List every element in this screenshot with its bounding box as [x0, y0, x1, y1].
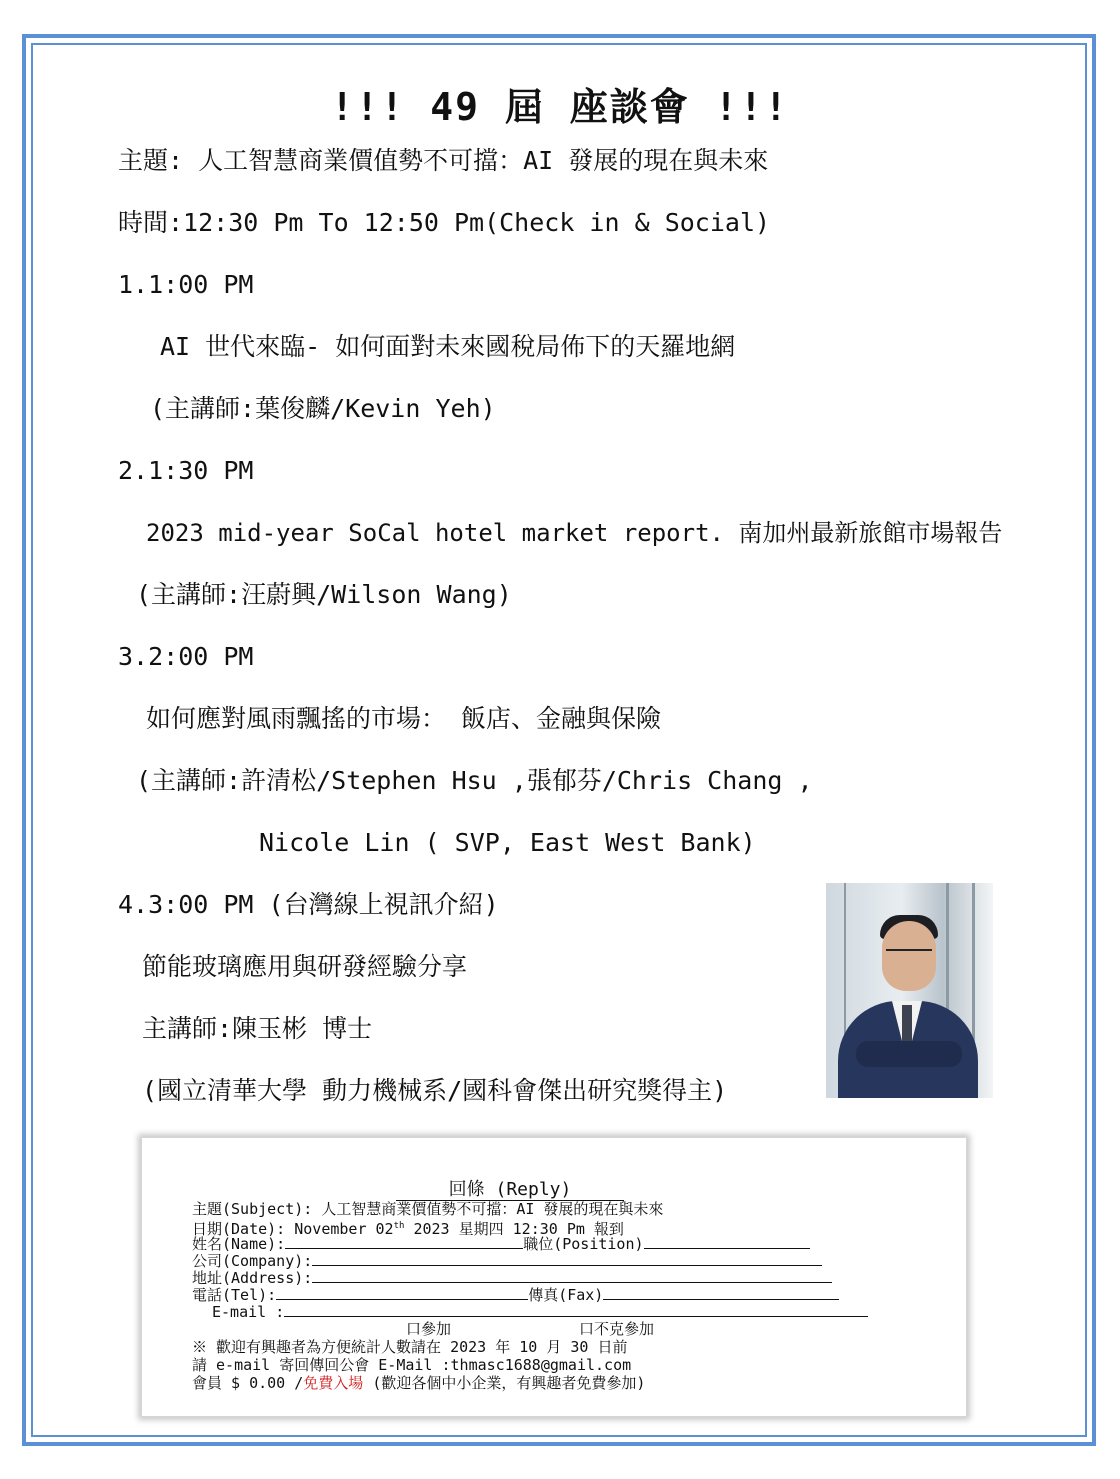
email-field[interactable] — [284, 1302, 868, 1317]
position-field[interactable] — [644, 1234, 810, 1249]
reply-subject: 主題(Subject): 人工智慧商業價值勢不可擋：AI 發展的現在與未來 — [192, 1200, 664, 1218]
fax-field[interactable] — [603, 1285, 839, 1300]
session3-time: 3.2:00 PM — [118, 642, 254, 671]
email-row: E-mail : — [212, 1302, 868, 1321]
tel-field[interactable] — [276, 1285, 528, 1300]
company-field[interactable] — [312, 1251, 822, 1266]
session3-speaker: (主講師:許清松/Stephen Hsu ,張郁芬/Chris Chang , — [136, 766, 813, 795]
address-field[interactable] — [312, 1268, 832, 1283]
address-row: 地址(Address): — [192, 1268, 832, 1287]
decline-option[interactable]: 口不克參加 — [579, 1320, 655, 1338]
reply-title: 回條 (Reply) — [396, 1180, 624, 1201]
reply-form — [141, 1137, 967, 1417]
session1-time: 1.1:00 PM — [118, 270, 254, 299]
session4-speaker: 主講師:陳玉彬 博士 — [142, 1014, 373, 1043]
session4-time: 4.3:00 PM (台灣線上視訊介紹) — [118, 890, 499, 919]
free-entry-text: 免費入場 — [303, 1374, 364, 1392]
session1-speaker: (主講師:葉俊麟/Kevin Yeh) — [150, 394, 496, 423]
session4-topic: 節能玻璃應用與研發經驗分享 — [142, 952, 468, 981]
reply-date: 日期(Date): November 02th 2023 星期四 12:30 Pm 報到 — [192, 1220, 624, 1238]
session1-topic: AI 世代來臨- 如何面對未來國稅局佈下的天羅地網 — [160, 332, 736, 361]
reply-send-to: 請 e-mail 寄回傳回公會 E-Mail :thmasc1688@gmail.com — [192, 1356, 632, 1374]
subject-line: 主題: 人工智慧商業價值勢不可擋：AI 發展的現在與未來 — [118, 146, 769, 175]
company-row: 公司(Company): — [192, 1251, 822, 1270]
flyer-title: !!! 49 屆 座談會 !!! — [330, 85, 790, 129]
tel-row: 電話(Tel): 傳真(Fax) — [192, 1285, 839, 1304]
session4-affiliation: (國立清華大學 動力機械系/國科會傑出研究獎得主) — [142, 1076, 728, 1105]
speaker-photo — [826, 883, 993, 1098]
attend-option[interactable]: 口參加 — [406, 1320, 452, 1338]
session3-speaker-cont: Nicole Lin ( SVP, East West Bank) — [259, 828, 756, 857]
session2-time: 2.1:30 PM — [118, 456, 254, 485]
time-line: 時間:12:30 Pm To 12:50 Pm(Check in & Social) — [118, 208, 771, 237]
session2-topic: 2023 mid-year SoCal hotel market report. 南加州最新旅館市場報告 — [146, 519, 1003, 547]
reply-note: ※ 歡迎有興趣者為方便統計人數請在 2023 年 10 月 30 日前 — [192, 1338, 628, 1356]
session3-topic: 如何應對風雨飄搖的市場： 飯店、金融與保險 — [146, 704, 662, 733]
reply-fee: 會員 $ 0.00 /免費入場 (歡迎各個中小企業，有興趣者免費參加) — [192, 1374, 646, 1392]
name-row: 姓名(Name): 職位(Position) — [192, 1234, 810, 1253]
name-field[interactable] — [285, 1234, 523, 1249]
session2-speaker: (主講師:汪蔚興/Wilson Wang) — [136, 580, 512, 609]
